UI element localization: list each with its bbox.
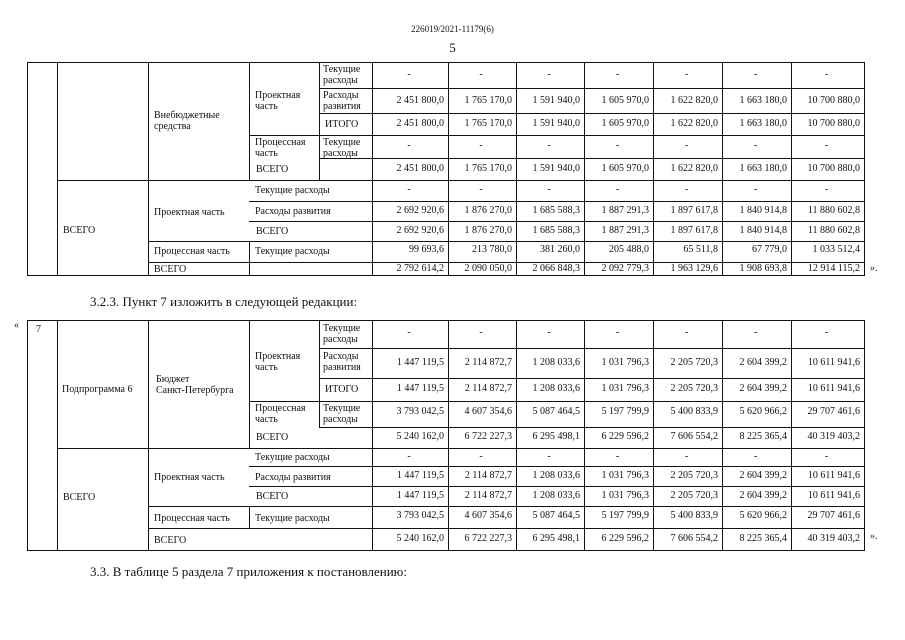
row-label-process: часть — [255, 414, 278, 425]
value-cell: - — [479, 69, 483, 80]
value-cell: 1 840 914,8 — [739, 225, 787, 236]
table-row-border — [249, 466, 865, 467]
value-cell: - — [615, 451, 620, 462]
row-label-tek-ras: расходы — [323, 148, 358, 159]
document-code: 226019/2021-11179(6) — [411, 24, 494, 34]
value-cell: 2 205 720,3 — [670, 470, 718, 481]
value-cell: 2 205 720,3 — [670, 490, 718, 501]
value-cell: 3 793 042,5 — [396, 406, 444, 417]
table-column-border — [27, 62, 28, 276]
row-label-tek-ras: Текущие расходы — [255, 513, 330, 524]
value-cell: 2 066 848,3 — [532, 263, 580, 274]
closing-quote: ». — [870, 531, 878, 542]
value-cell: 1 208 033,6 — [532, 357, 580, 368]
table-column-border — [319, 62, 320, 181]
value-cell: 2 092 779,3 — [601, 263, 649, 274]
value-cell: - — [824, 140, 829, 151]
row-label-proekt: Проектная — [255, 351, 301, 362]
table-column-border — [319, 320, 320, 428]
value-cell: - — [684, 451, 689, 462]
table-row-border — [319, 427, 865, 428]
row-label-tek-ras: Текущие расходы — [255, 185, 330, 196]
value-cell: 40 319 403,2 — [807, 431, 860, 442]
table-row-border — [319, 88, 865, 89]
value-cell: 8 225 365,4 — [739, 533, 787, 544]
value-cell: 5 240 162,0 — [396, 431, 444, 442]
value-cell: 40 319 403,2 — [807, 533, 860, 544]
value-cell: - — [479, 451, 483, 462]
table-row-border — [249, 221, 865, 222]
value-cell: 1 605 970,0 — [601, 118, 649, 129]
value-cell: - — [684, 184, 689, 195]
value-cell: 3 793 042,5 — [396, 510, 444, 521]
value-cell: 5 197 799,9 — [601, 510, 649, 521]
value-cell: 1 840 914,8 — [739, 205, 787, 216]
table-column-border — [148, 62, 149, 276]
table-row-border — [148, 528, 865, 529]
value-cell: 1 876 270,0 — [464, 205, 512, 216]
value-cell: - — [615, 140, 620, 151]
value-cell: - — [753, 184, 758, 195]
opening-quote: « — [14, 320, 19, 331]
row-label-vsego: ВСЕГО — [256, 226, 289, 237]
value-cell: 5 400 833,9 — [670, 406, 718, 417]
value-cell: 2 205 720,3 — [670, 357, 718, 368]
row-label-vnebudget: средства — [154, 121, 191, 132]
table-row-border — [249, 401, 865, 402]
value-cell: 1 447 119,5 — [396, 490, 444, 501]
value-cell: 5 620 966,2 — [739, 510, 787, 521]
table-row-border — [57, 275, 865, 276]
value-cell: - — [479, 184, 483, 195]
page-number: 5 — [449, 40, 456, 55]
row-label-tek-ras: Текущие — [323, 137, 361, 148]
table-column-border — [27, 320, 28, 551]
value-cell: 1 208 033,6 — [532, 470, 580, 481]
value-cell: 6 295 498,1 — [532, 533, 580, 544]
value-cell: 99 693,6 — [409, 244, 444, 255]
table-row-border — [249, 135, 865, 136]
row-label-ras-razv: Расходы — [323, 351, 359, 362]
value-cell: 2 114 872,7 — [464, 470, 512, 481]
row-label-byudzhet: Бюджет — [156, 374, 190, 385]
value-cell: 1 765 170,0 — [464, 118, 512, 129]
value-cell: 2 114 872,7 — [464, 357, 512, 368]
value-cell: 1 622 820,0 — [670, 163, 718, 174]
table-row-border — [57, 448, 865, 449]
table-column-border — [864, 62, 865, 276]
value-cell: - — [547, 140, 551, 151]
value-cell: 1 887 291,3 — [601, 205, 649, 216]
value-cell: 5 240 162,0 — [396, 533, 444, 544]
value-cell: 6 229 596,2 — [601, 431, 649, 442]
paragraph-3-3: 3.3. В таблице 5 раздела 7 приложения к постановлению: — [90, 564, 408, 579]
value-cell: - — [479, 327, 483, 338]
value-cell: 1 897 617,8 — [670, 205, 718, 216]
value-cell: - — [407, 140, 411, 151]
value-cell: 1 591 940,0 — [532, 118, 580, 129]
row-label-proekt: часть — [255, 101, 278, 112]
row-label-ras-razv: развития — [323, 362, 361, 373]
row-label-byudzhet: Санкт-Петербурга — [156, 385, 234, 396]
value-cell: 5 400 833,9 — [670, 510, 718, 521]
value-cell: 213 780,0 — [472, 244, 512, 255]
table-row-border — [249, 201, 865, 202]
row-label-process: Процессная часть — [154, 246, 230, 257]
row-label-tek-ras: Текущие — [323, 403, 361, 414]
row-label-tek-ras: расходы — [323, 414, 358, 425]
value-cell: - — [684, 140, 689, 151]
row-label-proekt: Проектная часть — [154, 472, 225, 483]
table-column-border — [57, 320, 58, 551]
row-label-tek-ras: Текущие — [323, 323, 361, 334]
table-row-border — [148, 506, 865, 507]
paragraph-3-2-3: 3.2.3. Пункт 7 изложить в следующей редакции: — [90, 294, 358, 309]
value-cell: - — [479, 140, 483, 151]
value-cell: 10 611 941,6 — [807, 470, 860, 481]
value-cell: - — [615, 327, 620, 338]
value-cell: - — [753, 69, 758, 80]
value-cell: - — [407, 184, 411, 195]
value-cell: 4 607 354,6 — [464, 406, 512, 417]
value-cell: 1 031 796,3 — [601, 470, 649, 481]
row-label-tek-ras: расходы — [323, 334, 358, 345]
row-label-process: Процессная — [255, 403, 306, 414]
value-cell: 67 779,0 — [752, 244, 787, 255]
table-row-border — [319, 378, 865, 379]
value-cell: 10 611 941,6 — [807, 383, 860, 394]
row-label-itogo: ИТОГО — [325, 119, 359, 130]
value-cell: 2 604 399,2 — [739, 470, 787, 481]
value-cell: 2 090 050,0 — [464, 263, 512, 274]
row-label-tek-ras: Текущие — [323, 64, 361, 75]
value-cell: - — [547, 184, 551, 195]
value-cell: 1 663 180,0 — [739, 118, 787, 129]
value-cell: 2 692 920,6 — [396, 225, 444, 236]
value-cell: 2 114 872,7 — [464, 490, 512, 501]
value-cell: 65 511,8 — [683, 244, 718, 255]
row-label-itogo: ИТОГО — [325, 384, 359, 395]
table-column-border — [249, 320, 250, 449]
value-cell: 1 765 170,0 — [464, 95, 512, 106]
value-cell: - — [615, 184, 620, 195]
value-cell: 10 700 880,0 — [807, 118, 860, 129]
row-label-ras-razv: Расходы развития — [255, 206, 331, 217]
value-cell: 1 663 180,0 — [739, 163, 787, 174]
value-cell: 1 031 796,3 — [601, 490, 649, 501]
value-cell: 1 031 796,3 — [601, 383, 649, 394]
row-label-process: Процессная — [255, 137, 306, 148]
value-cell: 1 033 512,4 — [812, 244, 860, 255]
table-row-border — [319, 113, 865, 114]
table-row-border — [319, 158, 865, 159]
table-row-border — [319, 348, 865, 349]
row-label-vsego-total: ВСЕГО — [63, 492, 96, 503]
table-column-border — [249, 506, 250, 529]
value-cell: 1 908 693,8 — [739, 263, 787, 274]
value-cell: - — [547, 327, 551, 338]
value-cell: 6 722 227,3 — [464, 533, 512, 544]
table-row-border — [27, 62, 865, 63]
value-cell: 10 611 941,6 — [807, 357, 860, 368]
value-cell: 5 087 464,5 — [532, 510, 580, 521]
row-label-proekt: Проектная — [255, 90, 301, 101]
table-row-border — [27, 275, 58, 276]
row-label-tek-ras: Текущие расходы — [255, 246, 330, 257]
value-cell: 1 591 940,0 — [532, 163, 580, 174]
row-label-vnebudget: Внебюджетные — [154, 110, 220, 121]
value-cell: 1 876 270,0 — [464, 225, 512, 236]
table-column-border — [864, 320, 865, 551]
value-cell: 4 607 354,6 — [464, 510, 512, 521]
value-cell: 1 031 796,3 — [601, 357, 649, 368]
value-cell: 6 722 227,3 — [464, 431, 512, 442]
value-cell: 2 604 399,2 — [739, 490, 787, 501]
table-column-border — [249, 62, 250, 181]
value-cell: 10 700 880,0 — [807, 163, 860, 174]
value-cell: 381 260,0 — [540, 244, 580, 255]
value-cell: 5 087 464,5 — [532, 406, 580, 417]
value-cell: 1 208 033,6 — [532, 490, 580, 501]
value-cell: 1 605 970,0 — [601, 95, 649, 106]
value-cell: 11 880 602,8 — [807, 205, 860, 216]
value-cell: 10 611 941,6 — [807, 490, 860, 501]
row-label-vsego: ВСЕГО — [256, 491, 289, 502]
value-cell: 1 622 820,0 — [670, 95, 718, 106]
value-cell: - — [753, 451, 758, 462]
value-cell: 2 451 800,0 — [396, 118, 444, 129]
row-label-process: часть — [255, 148, 278, 159]
value-cell: 2 604 399,2 — [739, 357, 787, 368]
value-cell: - — [547, 69, 551, 80]
value-cell: 1 622 820,0 — [670, 118, 718, 129]
row-number: 7 — [36, 324, 41, 335]
value-cell: 6 295 498,1 — [532, 431, 580, 442]
row-label-vsego: ВСЕГО — [256, 432, 289, 443]
value-cell: 5 620 966,2 — [739, 406, 787, 417]
table-row-border — [57, 180, 865, 181]
row-label-tek-ras: Текущие расходы — [255, 452, 330, 463]
value-cell: 11 880 602,8 — [807, 225, 860, 236]
value-cell: 7 606 554,2 — [670, 533, 718, 544]
table-column-border — [249, 241, 250, 276]
row-label-tek-ras: расходы — [323, 75, 358, 86]
value-cell: 1 447 119,5 — [396, 357, 444, 368]
row-label-ras-razv: Расходы — [323, 90, 359, 101]
table-row-border — [249, 486, 865, 487]
value-cell: 1 765 170,0 — [464, 163, 512, 174]
value-cell: 12 914 115,2 — [807, 263, 860, 274]
value-cell: 2 114 872,7 — [464, 383, 512, 394]
value-cell: - — [407, 69, 411, 80]
table-row-border — [27, 320, 865, 321]
value-cell: 1 963 129,6 — [670, 263, 718, 274]
row-label-vsego: ВСЕГО — [256, 164, 289, 175]
row-label-proekt: часть — [255, 362, 278, 373]
table-column-border — [57, 62, 58, 276]
row-label-podprogramma: Подпрограмма 6 — [62, 384, 133, 395]
row-label-vsego-grand: ВСЕГО — [154, 535, 187, 546]
value-cell: 2 604 399,2 — [739, 383, 787, 394]
row-label-vsego-total: ВСЕГО — [63, 225, 96, 236]
value-cell: - — [547, 451, 551, 462]
value-cell: 2 692 920,6 — [396, 205, 444, 216]
value-cell: 2 451 800,0 — [396, 95, 444, 106]
table-column-border — [148, 320, 149, 551]
value-cell: 1 685 588,3 — [532, 205, 580, 216]
value-cell: 29 707 461,6 — [807, 510, 860, 521]
row-label-process: Процессная часть — [154, 513, 230, 524]
value-cell: 29 707 461,6 — [807, 406, 860, 417]
value-cell: 1 447 119,5 — [396, 383, 444, 394]
value-cell: - — [615, 69, 620, 80]
value-cell: 1 591 940,0 — [532, 95, 580, 106]
value-cell: 6 229 596,2 — [601, 533, 649, 544]
closing-quote: ». — [870, 263, 878, 274]
value-cell: 1 447 119,5 — [396, 470, 444, 481]
value-cell: - — [824, 451, 829, 462]
value-cell: 10 700 880,0 — [807, 95, 860, 106]
value-cell: - — [684, 327, 689, 338]
value-cell: - — [407, 327, 411, 338]
value-cell: - — [824, 327, 829, 338]
value-cell: 1 685 588,3 — [532, 225, 580, 236]
value-cell: 2 792 614,2 — [396, 263, 444, 274]
row-label-ras-razv: Расходы развития — [255, 472, 331, 483]
value-cell: - — [684, 69, 689, 80]
value-cell: - — [824, 69, 829, 80]
value-cell: - — [407, 451, 411, 462]
value-cell: 2 451 800,0 — [396, 163, 444, 174]
value-cell: 205 488,0 — [609, 244, 649, 255]
row-label-proekt: Проектная часть — [154, 207, 225, 218]
table-row-border — [148, 241, 865, 242]
value-cell: 1 897 617,8 — [670, 225, 718, 236]
value-cell: 2 205 720,3 — [670, 383, 718, 394]
value-cell: - — [753, 140, 758, 151]
value-cell: 1 887 291,3 — [601, 225, 649, 236]
row-label-vsego-grand: ВСЕГО — [154, 264, 187, 275]
table-row-border — [27, 550, 865, 551]
value-cell: 7 606 554,2 — [670, 431, 718, 442]
value-cell: 1 663 180,0 — [739, 95, 787, 106]
row-label-ras-razv: развития — [323, 101, 361, 112]
value-cell: - — [824, 184, 829, 195]
value-cell: 1 208 033,6 — [532, 383, 580, 394]
value-cell: 1 605 970,0 — [601, 163, 649, 174]
value-cell: 5 197 799,9 — [601, 406, 649, 417]
value-cell: 8 225 365,4 — [739, 431, 787, 442]
value-cell: - — [753, 327, 758, 338]
